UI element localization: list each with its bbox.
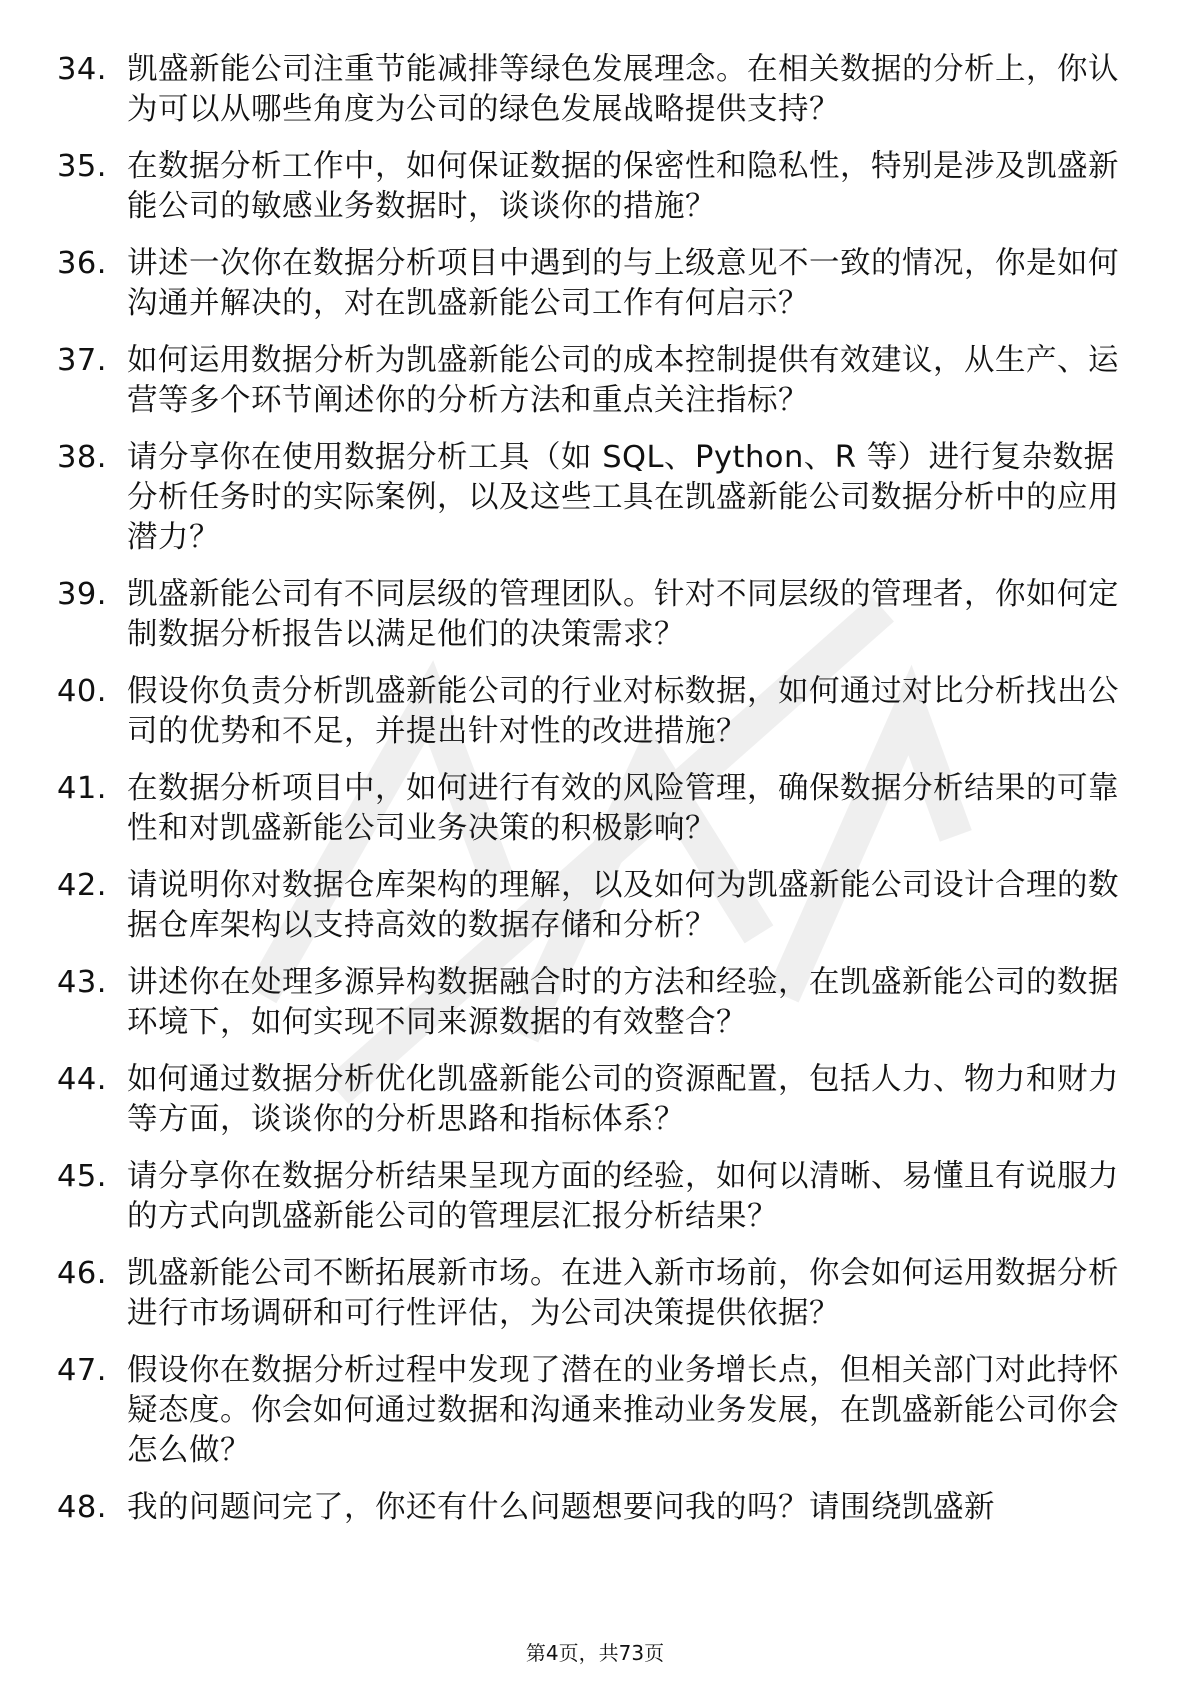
question-list <box>57 50 1127 1545</box>
question-text: 假设你在数据分析过程中发现了潜在的业务增长点，但相关部门对此持怀疑态度。你会如何通过数据和沟通来推动业务发展，在凯盛新能公司你会怎么做？ <box>127 1353 1119 1468</box>
question-item-35 <box>57 147 1127 227</box>
question-text: 请说明你对数据仓库架构的理解，以及如何为凯盛新能公司设计合理的数据仓库架构以支持高效的数据存储和分析？ <box>127 868 1119 943</box>
question-number: 37. <box>57 343 108 378</box>
question-number: 34. <box>57 52 108 87</box>
question-number: 43. <box>57 965 108 1000</box>
question-number: 41. <box>57 771 108 806</box>
question-text: 假设你负责分析凯盛新能公司的行业对标数据，如何通过对比分析找出公司的优势和不足，并提出针对性的改进措施？ <box>127 674 1119 749</box>
question-number: 48. <box>57 1490 108 1525</box>
question-number: 42. <box>57 868 108 903</box>
question-text: 在数据分析项目中，如何进行有效的风险管理，确保数据分析结果的可靠性和对凯盛新能公司业务决策的积极影响？ <box>127 771 1119 846</box>
question-text: 我的问题问完了，你还有什么问题想要问我的吗？请围绕凯盛新 <box>127 1490 995 1525</box>
question-text: 如何通过数据分析优化凯盛新能公司的资源配置，包括人力、物力和财力等方面，谈谈你的分析思路和指标体系？ <box>127 1062 1119 1137</box>
question-item-45 <box>57 1157 1127 1237</box>
question-text: 凯盛新能公司有不同层级的管理团队。针对不同层级的管理者，你如何定制数据分析报告以满足他们的决策需求？ <box>127 577 1119 652</box>
question-item-46 <box>57 1254 1127 1334</box>
question-number: 35. <box>57 149 108 184</box>
question-item-47 <box>57 1351 1127 1471</box>
question-item-40 <box>57 672 1127 752</box>
page-number-label: 第4页，共73页 <box>525 1641 665 1665</box>
question-text: 讲述你在处理多源异构数据融合时的方法和经验，在凯盛新能公司的数据环境下，如何实现不同来源数据的有效整合？ <box>127 965 1119 1040</box>
question-item-41 <box>57 769 1127 849</box>
question-number: 44. <box>57 1062 108 1097</box>
question-number: 47. <box>57 1353 108 1388</box>
question-item-43 <box>57 963 1127 1043</box>
question-item-34 <box>57 50 1127 130</box>
question-text: 请分享你在数据分析结果呈现方面的经验，如何以清晰、易懂且有说服力的方式向凯盛新能公司的管理层汇报分析结果？ <box>127 1159 1119 1234</box>
page-footer <box>0 1640 1190 1666</box>
question-number: 40. <box>57 674 108 709</box>
question-item-44 <box>57 1060 1127 1140</box>
question-number: 36. <box>57 246 108 281</box>
question-number: 45. <box>57 1159 108 1194</box>
question-item-42 <box>57 866 1127 946</box>
question-number: 46. <box>57 1256 108 1291</box>
question-item-39 <box>57 575 1127 655</box>
question-number: 38. <box>57 440 108 475</box>
question-text: 凯盛新能公司不断拓展新市场。在进入新市场前，你会如何运用数据分析进行市场调研和可行性评估，为公司决策提供依据？ <box>127 1256 1119 1331</box>
question-text: 请分享你在使用数据分析工具（如 SQL、Python、R 等）进行复杂数据分析任务时的实际案例，以及这些工具在凯盛新能公司数据分析中的应用潜力？ <box>127 440 1119 555</box>
question-text: 讲述一次你在数据分析项目中遇到的与上级意见不一致的情况，你是如何沟通并解决的，对在凯盛新能公司工作有何启示？ <box>127 246 1119 321</box>
question-text: 在数据分析工作中，如何保证数据的保密性和隐私性，特别是涉及凯盛新能公司的敏感业务数据时，谈谈你的措施？ <box>127 149 1119 224</box>
question-item-48 <box>57 1488 1127 1528</box>
question-number: 39. <box>57 577 108 612</box>
question-text: 如何运用数据分析为凯盛新能公司的成本控制提供有效建议，从生产、运营等多个环节阐述你的分析方法和重点关注指标？ <box>127 343 1119 418</box>
question-item-38 <box>57 438 1127 558</box>
question-item-37 <box>57 341 1127 421</box>
question-text: 凯盛新能公司注重节能减排等绿色发展理念。在相关数据的分析上，你认为可以从哪些角度为公司的绿色发展战略提供支持？ <box>127 52 1119 127</box>
question-item-36 <box>57 244 1127 324</box>
